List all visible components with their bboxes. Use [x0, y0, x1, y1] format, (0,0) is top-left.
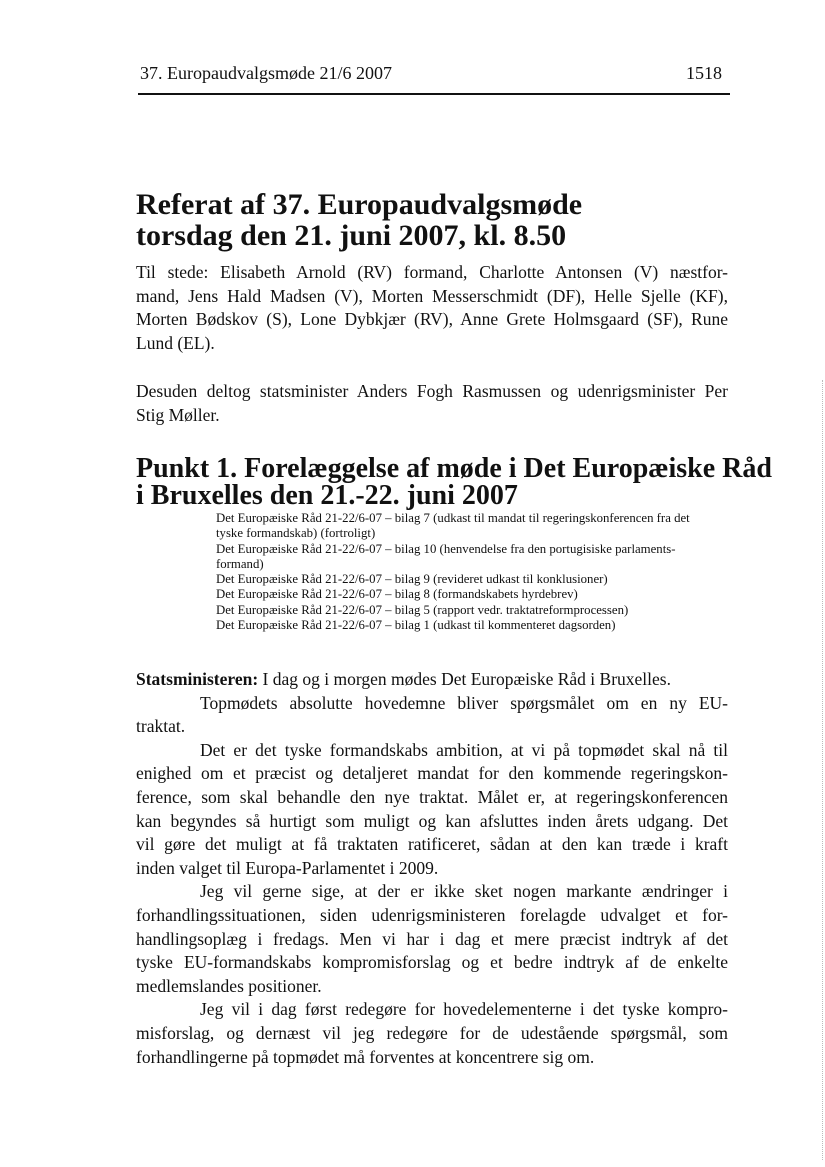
speaker-name: Statsministeren:: [136, 669, 259, 689]
document-ref: Det Europæiske Råd 21-22/6-07 – bilag 5 (rapport vedr. traktatreformprocessen): [216, 602, 629, 617]
speech-first-line: [136, 668, 728, 692]
text-line: forhandlingerne på topmødet må forventes at koncentrere sig om.: [136, 1046, 595, 1067]
document-ref: Det Europæiske Råd 21-22/6-07 – bilag 7 (udkast til mandat til regeringskonferencen fra det: [216, 511, 690, 525]
text-line: Det er det tyske formandskabs ambition, at vi på topmødet skal nå til: [200, 739, 728, 760]
text-line: inden valget til Europa-Parlamentet i 2009.: [136, 857, 439, 878]
text-line: tyske EU-formandskabs kompromisforslag og et bedre indtryk af de enkelte: [136, 952, 728, 973]
document-ref: tyske formandskab) (fortroligt): [216, 526, 376, 541]
document-list: [216, 511, 754, 633]
text-line: medlemslandes positioner.: [136, 975, 322, 996]
scan-edge-artifact: [821, 380, 823, 1160]
heading-line: Punkt 1. Forelæggelse af møde i Det Europæiske Råd: [136, 453, 772, 484]
text-line: traktat.: [136, 716, 186, 737]
document-ref: Det Europæiske Råd 21-22/6-07 – bilag 10 (henvendelse fra den portugisiske parlaments-: [216, 541, 676, 556]
text-line: forhandlingssituationen, siden udenrigsministeren forelagde udvalget et for-: [136, 904, 728, 925]
document-ref: Det Europæiske Råd 21-22/6-07 – bilag 8 (formandskabets hyrdebrev): [216, 587, 578, 602]
text-line: ference, som skal behandle den nye traktat. Målet er, at regeringskonferencen: [136, 786, 728, 807]
text-line: kan begyndes så hurtigt som muligt og kan afsluttes inden årets udgang. Det: [136, 810, 728, 831]
document-ref: Det Europæiske Råd 21-22/6-07 – bilag 9 (revideret udkast til konklusioner): [216, 572, 608, 587]
text-line: Jeg vil i dag først redegøre for hovedelementerne i det tyske kompro-: [200, 999, 728, 1020]
heading-line: i Bruxelles den 21.-22. juni 2007: [136, 480, 518, 511]
text-line: mand, Jens Hald Madsen (V), Morten Messerschmidt (DF), Helle Sjelle (KF),: [136, 285, 728, 306]
text-line: Til stede: Elisabeth Arnold (RV) formand, Charlotte Antonsen (V) næstfor-: [136, 262, 728, 282]
running-header-title: 37. Europaudvalgsmøde 21/6 2007: [140, 63, 392, 83]
text-line: Topmødets absolutte hovedemne bliver spørgsmålet om en ny EU-: [200, 692, 728, 713]
title-line: Referat af 37. Europaudvalgsmøde: [136, 188, 583, 221]
text-line: misforslag, og dernæst vil jeg redegøre for de udestående spørgsmål, som: [136, 1022, 728, 1043]
page-number: 1518: [686, 63, 722, 83]
text-line: Lund (EL).: [136, 332, 215, 353]
title-line: torsdag den 21. juni 2007, kl. 8.50: [136, 219, 567, 252]
text-line: Desuden deltog statsminister Anders Fogh Rasmussen og udenrigsminister Per: [136, 381, 728, 401]
text-line: vil gøre det muligt at få traktaten ratificeret, sådan at den kan træde i kraft: [136, 834, 728, 855]
text-line: handlingsoplæg i fredags. Men vi har i dag et mere præcist indtryk af det: [136, 928, 728, 949]
speech-text: I dag og i morgen mødes Det Europæiske Råd i Bruxelles.: [258, 669, 671, 689]
header-rule: [138, 93, 730, 95]
agenda-item-heading: [136, 455, 772, 509]
page-title: [136, 189, 582, 251]
also-present-paragraph: [136, 380, 728, 427]
text-line: enighed om et præcist og detaljeret mandat for den kommende regeringskon-: [136, 763, 728, 784]
attendance-paragraph: [136, 261, 728, 355]
text-line: Morten Bødskov (S), Lone Dybkjær (RV), Anne Grete Holmsgaard (SF), Rune: [136, 309, 728, 330]
speech: [136, 668, 728, 1069]
text-line: Stig Møller.: [136, 404, 220, 425]
text-line: Jeg vil gerne sige, at der er ikke sket nogen markante ændringer i: [200, 881, 728, 902]
document-ref: formand): [216, 556, 264, 571]
document-ref: Det Europæiske Råd 21-22/6-07 – bilag 1 (udkast til kommenteret dagsorden): [216, 618, 616, 633]
